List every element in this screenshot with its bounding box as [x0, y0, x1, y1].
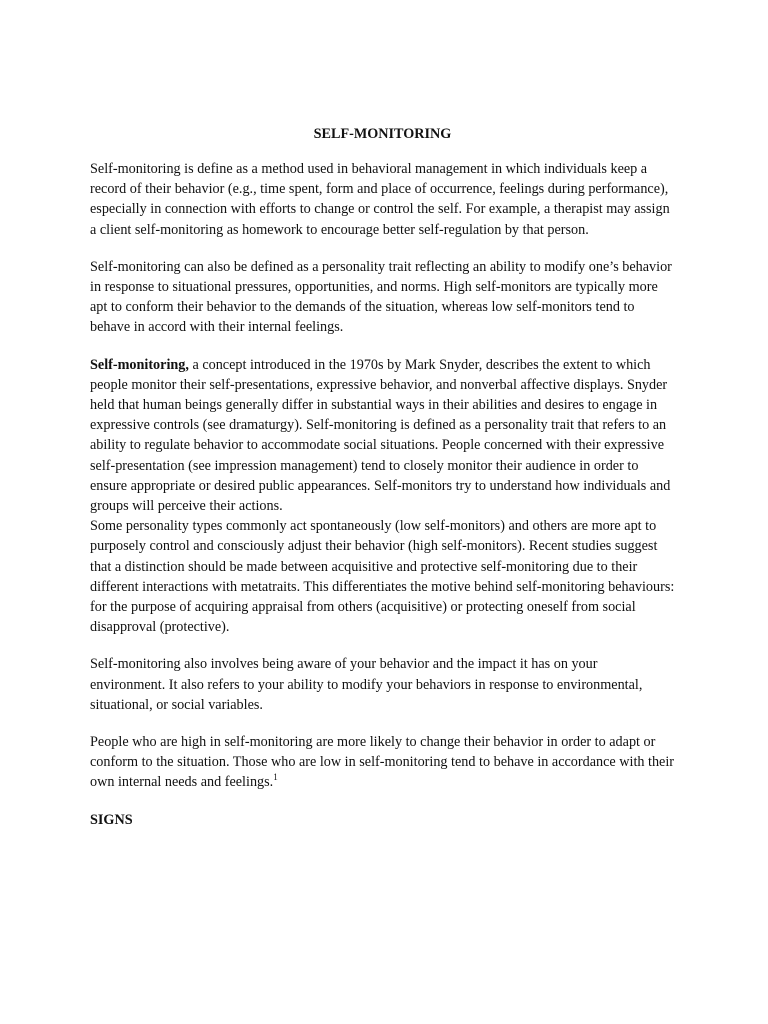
paragraph-high-low — [90, 732, 675, 793]
paragraph-high-low-text: People who are high in self-monitoring are more likely to change their behavior in order to adapt or conform to the situation. Those who are low in self-monitoring tend to behave in accordance with their own internal needs and feelings. — [90, 734, 675, 791]
paragraph-personality-trait: Self-monitoring can also be defined as a personality trait reflecting an ability to modify one’s behavior in response to situational pressures, opportunities, and norms. High self-monitors are typically more apt to conform their behavior to the demands of the situation, whereas low self-monitors tend to behave in accord with their internal feelings. — [90, 258, 672, 336]
bold-term: Self-monitoring, — [90, 356, 189, 373]
footnote-reference: 1 — [273, 771, 278, 782]
paragraph-awareness: Self-monitoring also involves being aware of your behavior and the impact it has on your environment. It also refers to your ability to modify your behaviors in response to environmental, situational, or social variables. — [90, 656, 643, 713]
paragraph-snyder-text: a concept introduced in the 1970s by Mark Snyder, describes the extent to which people monitor their self-presentations, expressive behavior, and nonverbal affective displays. Snyder held that human beings generally differ in substantial ways in their abilities and desires to engage in expressive controls (see dramaturgy). Self-monitoring is defined as a personality trait that refers to an ability to regulate behavior to accommodate social situations. People concerned with their expressive self-presentation (see impression management) tend to closely monitor their audience in order to ensure appropriate or desired public appearances. Self-monitors try to understand how individuals and groups will perceive their actions. — [90, 356, 671, 515]
section-heading-signs: SIGNS — [90, 811, 133, 828]
paragraph-snyder — [90, 355, 675, 517]
paragraph-spontaneous: Some personality types commonly act spontaneously (low self-monitors) and others are more apt to purposely control and consciously adjust their behavior (high self-monitors). Recent studies suggest that a distinction should be made between acquisitive and protective self-monitoring due to their different interactions with metatraits. This differentiates the motive behind self-monitoring behaviours: for the purpose of acquiring appraisal from others (acquisitive) or protecting oneself from social disapproval (protective). — [90, 518, 675, 636]
document-page — [90, 124, 675, 830]
document-title: SELF-MONITORING — [313, 126, 452, 142]
paragraph-definition: Self-monitoring is define as a method used in behavioral management in which individuals keep a record of their behavior (e.g., time spent, form and place of occurrence, feelings during performance), especially in connection with efforts to change or control the self. For example, a therapist may assign a client self-monitoring as homework to encourage better self-regulation by that person. — [90, 161, 670, 238]
